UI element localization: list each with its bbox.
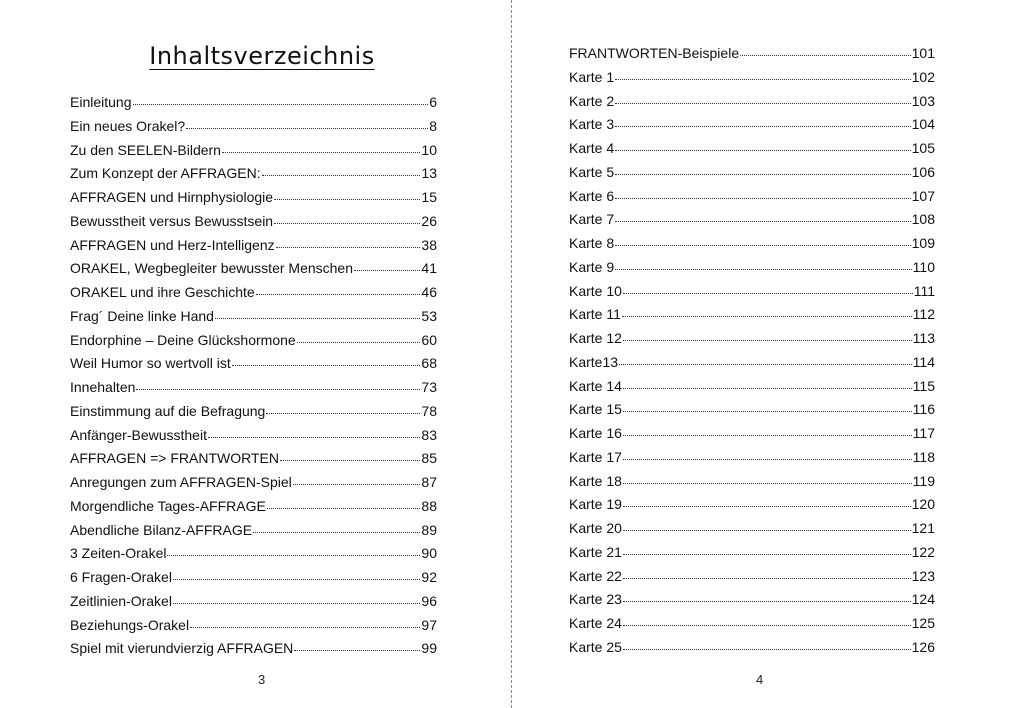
toc-entry-title: Karte 6 [569, 187, 615, 204]
toc-entry-title: Karte 16 [569, 425, 622, 441]
toc-entry[interactable] [70, 329, 437, 353]
toc-entry-page: 101 [911, 45, 935, 61]
toc-entry-page: 92 [421, 569, 437, 585]
dot-leader [623, 625, 911, 626]
toc-entry[interactable] [70, 281, 437, 305]
toc-entry-title: ORAKEL und ihre Geschichte [70, 284, 255, 300]
toc-entry-title: Abendliche Bilanz-AFFRAGE [70, 521, 253, 538]
dot-leader [208, 437, 420, 438]
toc-entry-title: Karte 19 [569, 496, 622, 513]
toc-entry-page: 116 [912, 401, 935, 418]
dot-leader [167, 555, 420, 556]
toc-entry-title: Morgendliche Tages-AFFRAGE [70, 497, 266, 514]
dot-leader [623, 601, 911, 602]
toc-entry-page: 113 [912, 330, 935, 346]
toc-entry[interactable] [70, 614, 437, 638]
dot-leader [615, 150, 911, 151]
toc-entry-page: 104 [911, 116, 935, 133]
dot-leader [615, 245, 911, 246]
dot-leader [622, 316, 912, 317]
toc-entry-page: 114 [912, 353, 935, 370]
dot-leader [623, 293, 913, 294]
page-number-right: 4 [756, 672, 764, 687]
toc-entry[interactable] [70, 519, 437, 543]
dot-leader [623, 388, 912, 389]
toc-entry-title: Karte 21 [569, 543, 622, 560]
dot-leader [615, 126, 911, 127]
toc-entry[interactable] [569, 588, 935, 612]
dot-leader [615, 103, 911, 104]
toc-entry[interactable] [569, 90, 935, 114]
toc-entry-page: 117 [912, 425, 935, 441]
dot-leader [623, 506, 911, 507]
dot-leader [297, 342, 421, 343]
toc-entry[interactable] [569, 446, 935, 470]
toc-entry-page: 99 [421, 640, 437, 657]
toc-entry-page: 115 [912, 377, 935, 394]
toc-entry[interactable] [70, 590, 437, 614]
dot-leader [623, 649, 911, 650]
toc-entry-page: 109 [911, 235, 935, 251]
toc-entry-page: 121 [911, 520, 935, 536]
toc-entry[interactable] [70, 186, 437, 210]
toc-entry-title: Karte 15 [569, 401, 622, 418]
dot-leader [623, 483, 912, 484]
toc-entry[interactable] [569, 636, 935, 660]
toc-entry[interactable] [70, 424, 437, 448]
toc-entry-page: 78 [421, 402, 437, 419]
toc-entry-page: 108 [911, 211, 935, 228]
dot-leader [190, 627, 420, 628]
toc-entry-title: Innehalten [70, 379, 136, 395]
toc-entry-page: 41 [421, 260, 437, 277]
toc-entry[interactable] [569, 280, 935, 304]
toc-entry[interactable] [569, 470, 935, 494]
toc-title: Inhaltsverzeichnis [149, 42, 375, 70]
toc-entry-title: Karte 18 [569, 472, 622, 489]
toc-entry-page: 87 [421, 474, 437, 490]
toc-entry-page: 89 [421, 521, 437, 538]
toc-entry-title: Zu den SEELEN-Bildern [70, 141, 221, 158]
toc-entry-title: Karte 8 [569, 235, 615, 251]
toc-entry-title: Spiel mit vierundvierzig AFFRAGEN [70, 640, 294, 657]
toc-entry[interactable] [569, 351, 935, 375]
toc-entry[interactable] [569, 517, 935, 541]
toc-entry-page: 26 [421, 212, 437, 229]
page-number-left: 3 [258, 672, 266, 687]
toc-entry-title: Karte 1 [569, 68, 615, 85]
dot-leader [623, 459, 912, 460]
toc-entry[interactable] [70, 305, 437, 329]
toc-entry[interactable] [70, 637, 437, 661]
dot-leader [615, 198, 911, 199]
toc-entry-title: Karte 2 [569, 92, 615, 109]
dot-leader [623, 411, 912, 412]
toc-entry-title: Beziehungs-Orakel [70, 616, 190, 633]
toc-entry-title: Karte 14 [569, 377, 622, 394]
toc-entry-title: Karte 11 [569, 306, 621, 323]
dot-leader [133, 104, 429, 105]
dot-leader [623, 435, 912, 436]
toc-entry-page: 120 [911, 496, 935, 513]
toc-list-left [70, 91, 437, 661]
toc-entry[interactable] [569, 541, 935, 565]
toc-entry-page: 97 [421, 616, 437, 633]
toc-entry-title: Einstimmung auf die Befragung [70, 402, 266, 419]
toc-entry-page: 102 [911, 68, 935, 85]
toc-entry-page: 60 [421, 331, 437, 348]
dot-leader [276, 247, 421, 248]
dot-leader [623, 578, 911, 579]
toc-entry[interactable] [569, 303, 935, 327]
toc-entry-title: ORAKEL, Wegbegleiter bewusster Menschen [70, 260, 353, 277]
toc-entry[interactable] [569, 493, 935, 517]
right-page [512, 0, 1020, 708]
toc-entry[interactable] [569, 42, 935, 66]
toc-entry-page: 38 [421, 236, 437, 253]
toc-entry-title: FRANTWORTEN-Beispiele [569, 45, 740, 61]
toc-entry-page: 107 [911, 187, 935, 204]
toc-entry[interactable] [569, 612, 935, 636]
toc-entry-title: Karte 3 [569, 116, 615, 133]
toc-entry-title: Weil Humor so wertvoll ist [70, 355, 231, 372]
dot-leader [615, 221, 911, 222]
toc-entry-title: Karte 23 [569, 591, 622, 608]
dot-leader [294, 650, 420, 651]
toc-entry-page: 103 [911, 92, 935, 109]
toc-entry-title: Anfänger-Bewusstheit [70, 426, 207, 443]
toc-entry[interactable] [70, 91, 437, 115]
toc-entry-page: 15 [421, 189, 437, 205]
toc-entry[interactable] [70, 447, 437, 471]
toc-entry[interactable] [569, 161, 935, 185]
toc-entry-page: 119 [912, 472, 935, 489]
toc-entry-page: 125 [911, 615, 935, 631]
dot-leader [623, 340, 912, 341]
toc-entry-page: 112 [912, 306, 935, 323]
toc-entry[interactable] [70, 542, 437, 566]
dot-leader [615, 269, 912, 270]
dot-leader [173, 603, 420, 604]
toc-entry-title: Zeitlinien-Orakel [70, 592, 172, 609]
toc-entry[interactable] [569, 66, 935, 90]
toc-entry-page: 96 [421, 592, 437, 609]
toc-entry-title: AFFRAGEN und Hirnphysiologie [70, 189, 274, 205]
toc-entry[interactable] [569, 137, 935, 161]
toc-entry-title: Bewusstheit versus Bewusstsein [70, 212, 274, 229]
toc-entry-title: Zum Konzept der AFFRAGEN: [70, 165, 261, 182]
dot-leader [266, 413, 420, 414]
dot-leader [253, 532, 420, 533]
toc-entry-title: AFFRAGEN => FRANTWORTEN [70, 450, 279, 467]
toc-entry-page: 110 [912, 258, 935, 275]
dot-leader [215, 318, 420, 319]
toc-entry[interactable] [569, 232, 935, 256]
toc-entry[interactable] [70, 400, 437, 424]
dot-leader [222, 152, 420, 153]
toc-entry[interactable] [70, 376, 437, 400]
toc-entry-title: Karte 9 [569, 258, 615, 275]
toc-entry[interactable] [70, 139, 437, 163]
dot-leader [186, 128, 428, 129]
toc-entry-page: 126 [911, 638, 935, 655]
toc-entry-page: 111 [913, 282, 935, 299]
toc-entry-page: 124 [911, 591, 935, 608]
toc-entry-title: Karte 22 [569, 567, 622, 584]
toc-entry-page: 122 [911, 543, 935, 560]
toc-entry[interactable] [569, 256, 935, 280]
toc-entry[interactable] [569, 185, 935, 209]
toc-entry-page: 88 [421, 497, 437, 514]
dot-leader [274, 223, 420, 224]
dot-leader [293, 484, 421, 485]
dot-leader [256, 294, 421, 295]
toc-entry-page: 105 [911, 140, 935, 156]
toc-entry[interactable] [70, 257, 437, 281]
toc-entry-page: 8 [429, 117, 437, 134]
toc-entry[interactable] [569, 375, 935, 399]
toc-entry-title: Karte 5 [569, 163, 615, 180]
toc-entry[interactable] [70, 352, 437, 376]
toc-entry-page: 118 [912, 448, 935, 465]
toc-entry[interactable] [70, 162, 437, 186]
toc-entry-title: 6 Fragen-Orakel [70, 569, 172, 585]
toc-entry[interactable] [569, 422, 935, 446]
toc-entry-title: Karte 24 [569, 615, 622, 631]
dot-leader [274, 199, 420, 200]
toc-entry[interactable] [569, 565, 935, 589]
toc-entry-page: 123 [911, 567, 935, 584]
toc-entry-page: 10 [421, 141, 437, 158]
toc-entry-page: 6 [429, 94, 437, 110]
toc-entry-page: 83 [421, 426, 437, 443]
dot-leader [354, 270, 420, 271]
toc-entry-title: Einleitung [70, 94, 132, 110]
toc-entry-title: Karte 25 [569, 638, 622, 655]
toc-entry-page: 46 [421, 284, 437, 300]
toc-entry-page: 13 [421, 165, 437, 182]
toc-entry[interactable] [70, 471, 437, 495]
dot-leader [619, 364, 912, 365]
toc-entry[interactable] [569, 113, 935, 137]
toc-entry[interactable] [70, 210, 437, 234]
toc-entry-title: Karte 7 [569, 211, 615, 228]
dot-leader [740, 55, 911, 56]
toc-entry[interactable] [70, 495, 437, 519]
toc-entry-title: Karte13 [569, 353, 619, 370]
toc-entry-title: Karte 20 [569, 520, 622, 536]
toc-entry[interactable] [70, 566, 437, 590]
dot-leader [173, 579, 420, 580]
toc-entry[interactable] [569, 327, 935, 351]
toc-entry[interactable] [70, 115, 437, 139]
toc-entry-page: 73 [421, 379, 437, 395]
dot-leader [262, 175, 421, 176]
toc-entry-title: Karte 4 [569, 140, 615, 156]
toc-entry-page: 106 [911, 163, 935, 180]
toc-entry-title: AFFRAGEN und Herz-Intelligenz [70, 236, 275, 253]
toc-entry-title: Endorphine – Deine Glückshormone [70, 331, 296, 348]
toc-entry-title: Karte 10 [569, 282, 622, 299]
toc-entry-page: 53 [421, 307, 437, 324]
dot-leader [232, 365, 421, 366]
dot-leader [267, 508, 421, 509]
dot-leader [615, 174, 911, 175]
toc-entry-page: 85 [421, 450, 437, 467]
toc-list-right [569, 42, 935, 660]
toc-entry[interactable] [569, 208, 935, 232]
toc-entry[interactable] [569, 398, 935, 422]
dot-leader [136, 389, 420, 390]
toc-entry-title: Anregungen zum AFFRAGEN-Spiel [70, 474, 292, 490]
dot-leader [615, 79, 911, 80]
dot-leader [280, 460, 420, 461]
toc-entry-page: 90 [421, 545, 437, 562]
dot-leader [623, 554, 911, 555]
toc-entry-page: 68 [421, 355, 437, 372]
toc-entry-title: Karte 12 [569, 330, 622, 346]
toc-entry[interactable] [70, 234, 437, 258]
toc-entry-title: 3 Zeiten-Orakel [70, 545, 167, 562]
toc-entry-title: Karte 17 [569, 448, 622, 465]
dot-leader [623, 530, 911, 531]
toc-entry-title: Ein neues Orakel? [70, 117, 186, 134]
toc-entry-title: Frag´ Deine linke Hand [70, 307, 214, 324]
